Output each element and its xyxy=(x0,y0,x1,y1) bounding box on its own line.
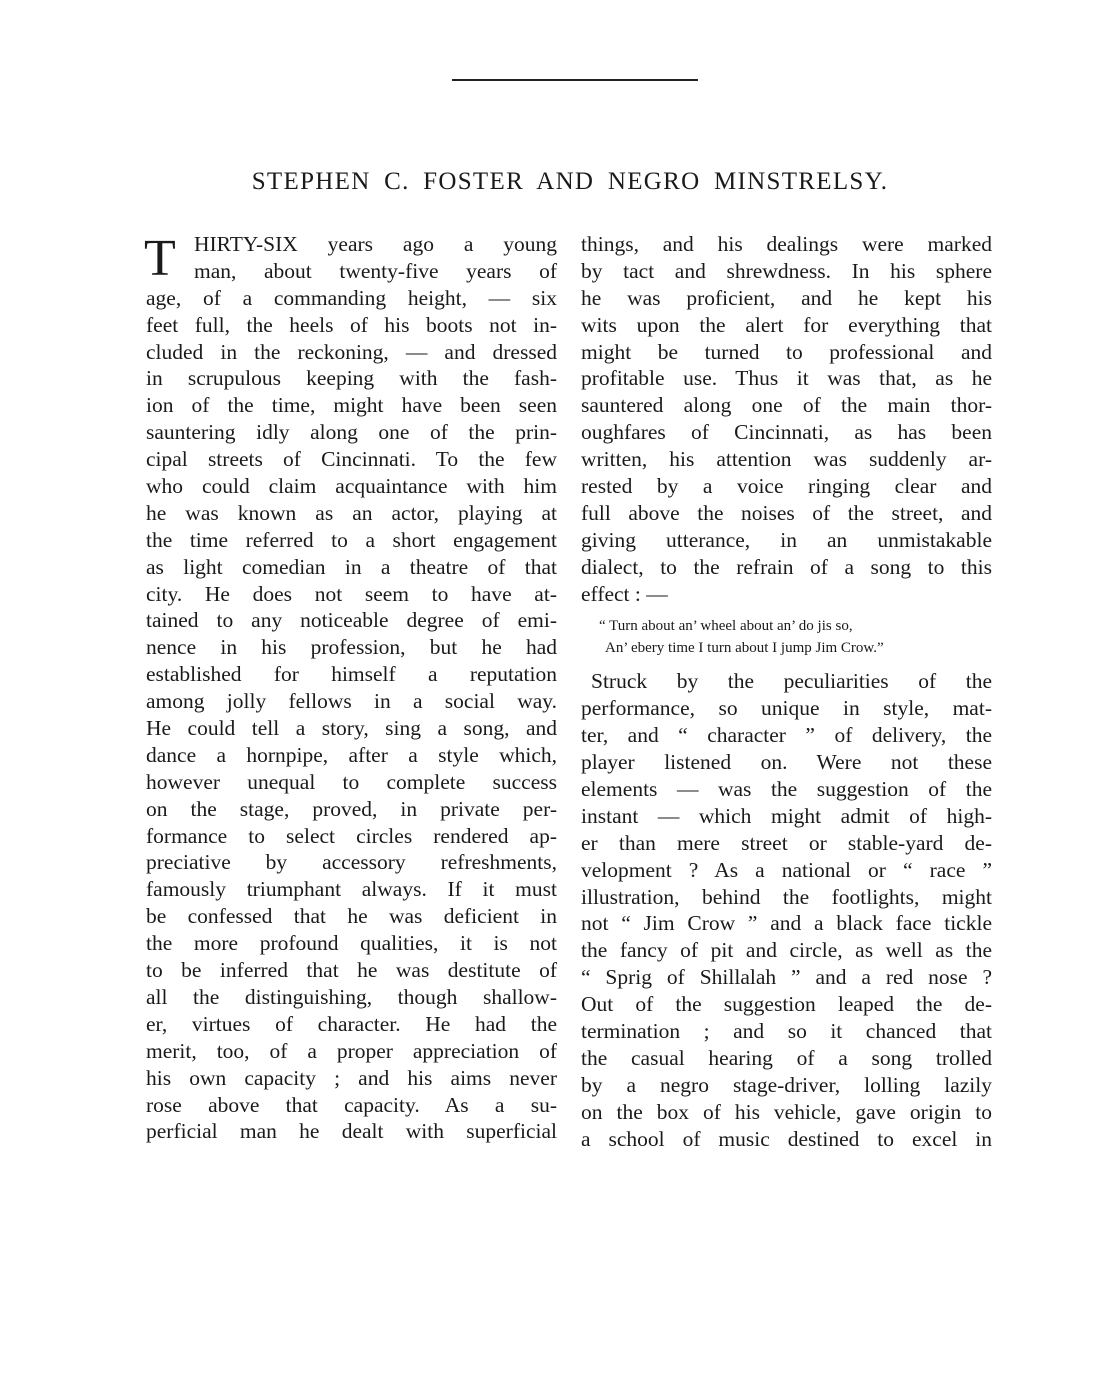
text-line: profitable use. Thus it was that, as he xyxy=(581,366,992,391)
drop-cap: T xyxy=(144,230,176,287)
text-line: might be turned to professional and xyxy=(581,339,992,364)
text-line: perficial man he dealt with superficial xyxy=(146,1119,557,1144)
text-line: the fancy of pit and circle, as well as the xyxy=(581,938,992,963)
text-line: wits upon the alert for everything that xyxy=(581,312,992,337)
text-line: as light comedian in a theatre of that xyxy=(146,554,557,579)
text-line: He could tell a story, sing a song, and xyxy=(146,716,557,741)
text-line: dance a hornpipe, after a style which, xyxy=(146,742,557,767)
quote-line: “ Turn about an’ wheel about an’ do jis so, xyxy=(599,618,853,635)
text-line: who could claim acquaintance with him xyxy=(146,474,557,499)
text-line: on the box of his vehicle, gave origin to xyxy=(581,1099,992,1124)
text-line: er than mere street or stable-yard de- xyxy=(581,830,992,855)
text-line: to be inferred that he was destitute of xyxy=(146,958,557,983)
left-column xyxy=(146,231,557,1145)
text-line: on the stage, proved, in private per- xyxy=(146,796,557,821)
text-line: the more profound qualities, it is not xyxy=(146,931,557,956)
text-line: famously triumphant always. If it must xyxy=(146,877,557,902)
text-line: by a negro stage-driver, lolling lazily xyxy=(581,1072,992,1097)
text-line: among jolly fellows in a social way. xyxy=(146,689,557,714)
text-line: giving utterance, in an unmistakable xyxy=(581,527,992,552)
text-line: all the distinguishing, though shallow- xyxy=(146,984,557,1009)
text-line: by tact and shrewdness. In his sphere xyxy=(581,258,992,283)
article-title: STEPHEN C. FOSTER AND NEGRO MINSTRELSY. xyxy=(251,168,889,195)
text-line: sauntering idly along one of the prin- xyxy=(146,420,557,445)
text-line: sauntered along one of the main thor- xyxy=(581,393,992,418)
text-line: Out of the suggestion leaped the de- xyxy=(581,992,992,1017)
text-line: elements — was the suggestion of the xyxy=(581,777,992,802)
text-line: dialect, to the refrain of a song to this xyxy=(581,554,992,579)
text-line: in scrupulous keeping with the fash- xyxy=(146,366,557,391)
text-line: illustration, behind the footlights, might xyxy=(581,884,992,909)
text-line: instant — which might admit of high- xyxy=(581,803,992,828)
text-line: ter, and “ character ” of delivery, the xyxy=(581,723,992,748)
text-line: be confessed that he was deficient in xyxy=(146,904,557,929)
text-line: rose above that capacity. As a su- xyxy=(146,1092,557,1117)
text-line: effect : — xyxy=(581,581,668,606)
text-line: full above the noises of the street, and xyxy=(581,500,992,525)
text-line: however unequal to complete success xyxy=(146,769,557,794)
text-line: merit, too, of a proper appreciation of xyxy=(146,1038,557,1063)
text-line: “ Sprig of Shillalah ” and a red nose ? xyxy=(581,965,992,990)
text-line: the casual hearing of a song trolled xyxy=(581,1045,992,1070)
text-line: player listened on. Were not these xyxy=(581,750,992,775)
text-line: city. He does not seem to have at- xyxy=(146,581,557,606)
header-rule xyxy=(452,79,698,81)
text-line: formance to select circles rendered ap- xyxy=(146,823,557,848)
text-line: nence in his profession, but he had xyxy=(146,635,557,660)
text-line: his own capacity ; and his aims never xyxy=(146,1065,557,1090)
text-line: he was known as an actor, playing at xyxy=(146,500,557,525)
text-line: velopment ? As a national or “ race ” xyxy=(581,857,992,882)
text-line: he was proficient, and he kept his xyxy=(581,285,992,310)
text-line: things, and his dealings were marked xyxy=(581,232,992,256)
text-line: HIRTY-SIX years ago a young xyxy=(194,232,557,256)
text-line: not “ Jim Crow ” and a black face tickle xyxy=(581,911,992,936)
text-line: age, of a commanding height, — six xyxy=(146,285,557,310)
text-line: man, about twenty-five years of xyxy=(194,258,557,283)
text-line: ion of the time, might have been seen xyxy=(146,393,557,418)
quote-line: An’ ebery time I turn about I jump Jim Crow.” xyxy=(605,640,884,657)
text-line: tained to any noticeable degree of emi- xyxy=(146,608,557,633)
text-line: cluded in the reckoning, — and dressed xyxy=(146,339,557,364)
text-line: Struck by the peculiarities of the xyxy=(591,669,992,694)
song-quote xyxy=(599,615,992,659)
text-line: performance, so unique in style, mat- xyxy=(581,696,992,721)
text-line: termination ; and so it chanced that xyxy=(581,1019,992,1044)
text-line: the time referred to a short engagement xyxy=(146,527,557,552)
text-line: written, his attention was suddenly ar- xyxy=(581,447,992,472)
text-line: oughfares of Cincinnati, as has been xyxy=(581,420,992,445)
text-line: er, virtues of character. He had the xyxy=(146,1011,557,1036)
text-line: a school of music destined to excel in xyxy=(581,1126,992,1151)
text-line: established for himself a reputation xyxy=(146,662,557,687)
right-column xyxy=(581,231,992,1153)
text-line: rested by a voice ringing clear and xyxy=(581,474,992,499)
text-line: feet full, the heels of his boots not in- xyxy=(146,312,557,337)
text-line: preciative by accessory refreshments, xyxy=(146,850,557,875)
text-line: cipal streets of Cincinnati. To the few xyxy=(146,447,557,472)
